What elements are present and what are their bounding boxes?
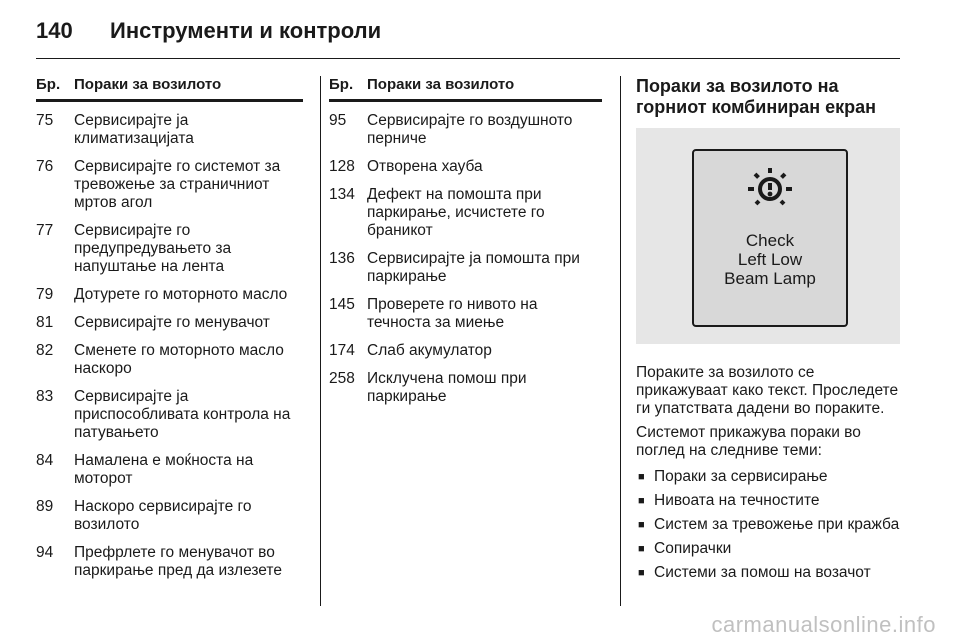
row-number: 82 [36, 342, 54, 359]
row-number: 79 [36, 286, 54, 303]
bullet-icon: ■ [638, 519, 645, 531]
table-row [36, 544, 303, 580]
row-number: 76 [36, 158, 54, 175]
intro-paragraph: Пораките за возилото се прикажуваат како текст. Проследете ги упатствата дадени во пораките. [636, 364, 899, 417]
column-divider-1 [320, 76, 321, 606]
row-number: 75 [36, 112, 54, 129]
display-line: Check [745, 231, 795, 250]
row-number: 77 [36, 222, 54, 239]
table-row [36, 314, 303, 332]
row-number: 258 [329, 370, 355, 387]
display-message [694, 231, 846, 288]
row-message: Сервисирајте го системот за тревожење за страничниот мртов агол [74, 158, 281, 211]
table-row [329, 370, 602, 406]
column-header-message: Пораки за возилото [367, 76, 515, 93]
list-item [636, 492, 900, 510]
display-line: Left Low [737, 250, 803, 269]
section-heading: Пораки за возилото на горниот комбиниран екран [636, 76, 877, 117]
row-number: 81 [36, 314, 54, 331]
bullet-icon: ■ [638, 471, 645, 483]
row-message: Слаб акумулатор [367, 342, 492, 359]
row-number: 145 [329, 296, 355, 313]
info-section [636, 76, 900, 588]
row-number: 134 [329, 186, 355, 203]
column-header-number: Бр. [36, 76, 61, 93]
row-number: 94 [36, 544, 54, 561]
row-message: Сервисирајте ја помошта при паркирање [367, 250, 580, 285]
table-row [36, 112, 303, 148]
table-row [329, 112, 602, 148]
bullet-icon: ■ [638, 495, 645, 507]
row-number: 84 [36, 452, 54, 469]
row-message: Отворена хауба [367, 158, 483, 175]
messages-table-right [329, 76, 602, 406]
column-header-message: Пораки за возилото [74, 76, 222, 93]
list-item [636, 540, 900, 558]
lamp-warning-icon [742, 159, 798, 215]
topics-paragraph: Системот прикажува пораки во поглед на следниве теми: [636, 424, 861, 459]
header-rule [36, 58, 900, 59]
table-row [329, 186, 602, 240]
row-message: Сервисирајте го предупредувањето за напуштање на лента [74, 222, 232, 275]
row-message: Сменете го моторното масло наскоро [74, 342, 284, 377]
list-item-text: Пораки за сервисирање [654, 468, 828, 485]
row-number: 89 [36, 498, 54, 515]
row-number: 95 [329, 112, 347, 129]
row-message: Сервисирајте ја климатизацијата [74, 112, 194, 147]
column-divider-2 [620, 76, 621, 606]
table-row [36, 286, 303, 304]
row-number: 174 [329, 342, 355, 359]
bullet-icon: ■ [638, 567, 645, 579]
row-message: Исклучена помош при паркирање [367, 370, 527, 405]
row-message: Сервисирајте го воздушното перниче [367, 112, 573, 147]
row-message: Намалена е моќноста на моторот [74, 452, 254, 487]
messages-table-left [36, 76, 303, 580]
table-row [36, 498, 303, 534]
watermark: carmanualsonline.info [711, 612, 936, 637]
page-header [36, 14, 900, 64]
row-number: 136 [329, 250, 355, 267]
list-item [636, 468, 900, 486]
table-row [329, 296, 602, 332]
row-message: Дотурете го моторното масло [74, 286, 288, 303]
table-row [36, 452, 303, 488]
table-header [329, 76, 602, 102]
table-row [36, 388, 303, 442]
list-item-text: Нивоата на течностите [654, 492, 820, 509]
row-message: Сервисирајте го менувачот [74, 314, 270, 331]
row-message: Проверете го нивото на течноста за миење [367, 296, 538, 331]
page-number: 140 [36, 18, 73, 43]
table-row [36, 342, 303, 378]
table-row [329, 158, 602, 176]
list-item-text: Системи за помош на возачот [654, 564, 871, 581]
page-title: Инструменти и контроли [110, 18, 382, 43]
bullet-icon: ■ [638, 543, 645, 555]
display-illustration [636, 128, 900, 344]
list-item-text: Систем за тревожење при кражба [654, 516, 900, 533]
list-item [636, 516, 900, 534]
topics-list [636, 468, 900, 582]
table-row [329, 250, 602, 286]
list-item-text: Сопирачки [654, 540, 732, 557]
display-screen [692, 149, 848, 327]
row-message: Наскоро сервисирајте го возилото [74, 498, 252, 533]
column-header-number: Бр. [329, 76, 354, 93]
row-number: 83 [36, 388, 54, 405]
display-line: Beam Lamp [724, 269, 816, 288]
row-message: Префрлете го менувачот во паркирање пред да излезете [74, 544, 282, 579]
table-header [36, 76, 303, 102]
row-message: Дефект на помошта при паркирање, исчистете го браникот [367, 186, 545, 239]
row-number: 128 [329, 158, 355, 175]
table-row [36, 158, 303, 212]
row-message: Сервисирајте ја приспособливата контрола на патувањето [74, 388, 291, 441]
table-row [329, 342, 602, 360]
list-item [636, 564, 900, 582]
table-row [36, 222, 303, 276]
